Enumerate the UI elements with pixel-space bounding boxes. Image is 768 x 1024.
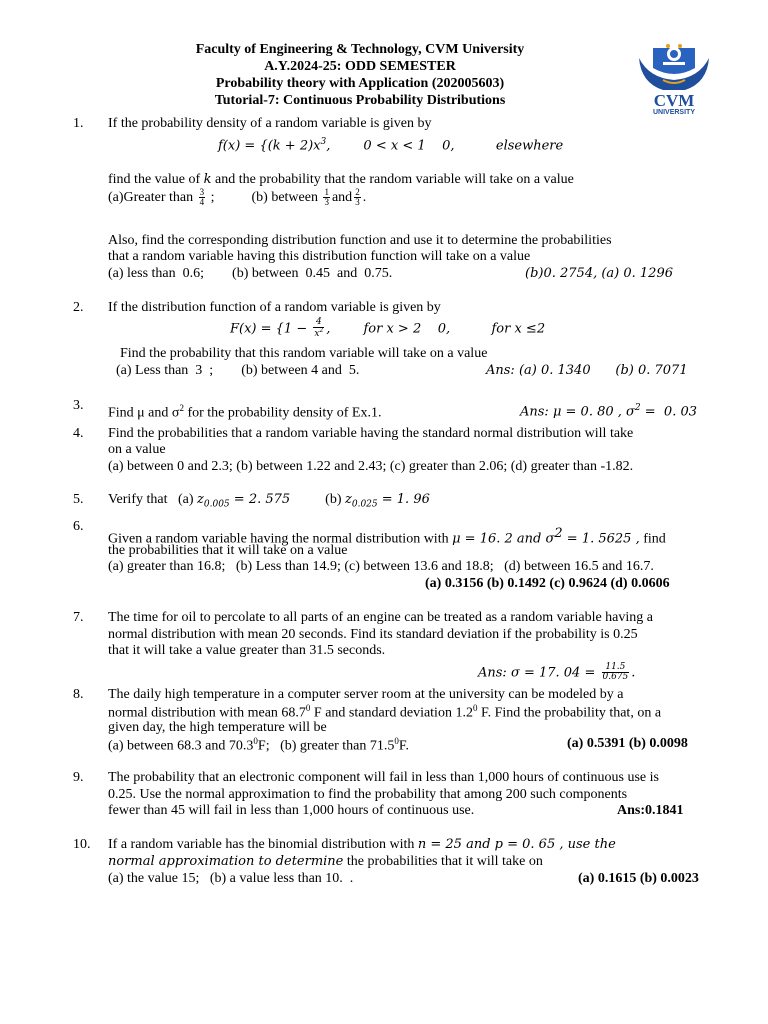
q8-line-2-b: F and standard deviation 1.2 (310, 705, 473, 721)
q1-also-1: Also, find the corresponding distribution function and use it to determine the probabilities (108, 233, 612, 248)
q2-fraction: $\frac{4}{x^2}$ (314, 317, 324, 340)
q5-z2 (345, 492, 430, 510)
q5-part-a-label: Verify that (a) (108, 492, 194, 507)
q7-line-1: The time for oil to percolate to all parts of an engine can be treated as a random variable having a (108, 610, 653, 625)
q8-line-2 (108, 704, 661, 721)
q1-also-2: that a random variable having this distribution function will take on a value (108, 249, 531, 264)
q4-line-2: on a value (108, 442, 166, 457)
q5-number: 5. (73, 492, 84, 507)
q2-number: 2. (73, 300, 84, 315)
q7-line-3: that it will take a value greater than 31.5 seconds. (108, 643, 386, 658)
q6-line-3: (a) greater than 16.8; (b) Less than 14.9; (c) between 13.6 and 18.8; (d) between 16.5 and 16.7. (108, 559, 654, 574)
q10-line-1-math: n = 25 and p = 0. 65 , use the (417, 837, 616, 852)
q5-part-b-label: (b) (325, 492, 342, 507)
q8-line-2-c: F. Find the probability that, on a (477, 705, 662, 721)
q8-line-4-c: F. (398, 738, 410, 754)
q1-find-b: and the probability that the random variable will take on a value (215, 172, 574, 187)
q2-cdf-lhs: F(x) = {1 − (230, 321, 308, 337)
q2-cdf (230, 318, 545, 340)
header-line-4: Tutorial-7: Continuous Probability Distributions (214, 93, 506, 108)
q3-text-b: for the probability density of Ex.1. (183, 405, 382, 421)
q6-line-2: the probabilities that it will take on a value (108, 543, 348, 558)
q5-z2-sub: 0.025 (351, 499, 378, 510)
q6-number: 6. (73, 519, 84, 534)
q1-fraction-2-3: $\frac{2}{3}$ (355, 187, 360, 208)
q1-part-a-sep: ; (210, 190, 215, 206)
q1-fraction-3-4: $\frac{3}{4}$ (199, 187, 205, 208)
q6-line-1-b: find (639, 531, 666, 547)
q9-line-3: fewer than 45 will fail in less than 1,000 hours of continuous use. (108, 803, 475, 818)
q2-cdf-cond: , for x > 2 0, for x ≤2 (326, 321, 546, 337)
header-line-3: Probability theory with Application (202005603) (215, 76, 505, 91)
q7-answer-text: Ans: σ = 17. 04 = (478, 665, 596, 681)
q1-pdf-lhs: f(x) = {(k + 2)x (218, 138, 321, 154)
q9-line-1: The probability that an electronic component will fail in less than 1,000 hours of continuous use is (108, 770, 659, 785)
q8-line-2-a: normal distribution with mean 68.7 (108, 705, 306, 721)
q1-part-b-label: (b) between (251, 190, 318, 206)
q8-line-4-b: F; (b) greater than 71.5 (257, 738, 395, 754)
q7-answer-fraction: $\frac{11.5}{0.675}$ (602, 662, 629, 683)
q4-number: 4. (73, 426, 84, 441)
q10-line-1 (108, 838, 616, 852)
q8-line-3: given day, the high temperature will be (108, 720, 327, 735)
q7-answer (478, 663, 635, 683)
q3-text-exp: 2 (179, 403, 184, 413)
header-line-1: Faculty of Engineering & Technology, CVM University (195, 42, 525, 57)
q6-line-1-exp: 2 (554, 526, 563, 541)
q2-intro: If the distribution function of a random variable is given by (108, 300, 441, 315)
q8-line-4-sup1: 0 (253, 736, 258, 746)
q10-line-2-b: the probabilities that it will take on (343, 854, 543, 869)
q5-z2-var: z (345, 492, 352, 507)
q3-answer-b: = 0. 03 (640, 404, 698, 420)
q2-frac-den: x (314, 329, 320, 340)
q1-line-find (108, 173, 574, 187)
q5-z2-val: = 1. 96 (381, 492, 430, 507)
q1-find-var: k (203, 172, 212, 187)
q8-answer: (a) 0.5391 (b) 0.0098 (567, 736, 688, 751)
q3-answer-a: Ans: μ = 0. 80 , σ (520, 404, 635, 420)
q9-line-2: 0.25. Use the normal approximation to find the probability that among 200 such components (108, 787, 628, 802)
q1-number: 1. (73, 116, 84, 131)
q7-line-2: normal distribution with mean 20 seconds. Find its standard deviation if the probability is 0.25 (108, 627, 638, 642)
header-line-2: A.Y.2024-25: ODD SEMESTER (264, 59, 456, 74)
q6-line-1-math: μ = 16. 2 and σ (452, 531, 555, 547)
q1-pdf-cond: , 0 < x < 1 0, elsewhere (326, 138, 564, 154)
logo-text: CVM (653, 91, 695, 110)
q10-line-1-a: If a random variable has the binomial distribution with (108, 837, 415, 852)
q5-z1-sub: 0.005 (203, 499, 230, 510)
q10-line-2 (108, 855, 543, 869)
q1-part-b-end: . (362, 190, 367, 206)
q1-pdf (218, 138, 563, 152)
q1-find-a: find the value of (108, 172, 201, 187)
q8-line-4-sup2: 0 (394, 736, 399, 746)
q3-text (108, 404, 381, 421)
q9-number: 9. (73, 770, 84, 785)
q1-answer: (b)0. 2754, (a) 0. 1296 (525, 266, 673, 281)
q6-answer: (a) 0.3156 (b) 0.1492 (c) 0.9624 (d) 0.0606 (425, 576, 670, 591)
q1-fraction-1-3: $\frac{1}{3}$ (324, 187, 329, 208)
q2-find: Find the probability that this random variable will take on a value (120, 346, 488, 361)
q1-part-b-and: and (331, 190, 353, 206)
q3-answer (520, 404, 697, 418)
q1-pdf-exp: 3 (320, 137, 327, 147)
q8-line-4 (108, 737, 409, 754)
q6-line-1-math-b: = 1. 5625 , (562, 531, 640, 547)
q5-z1 (197, 492, 291, 510)
q8-line-4-a: (a) between 68.3 and 70.3 (108, 738, 254, 754)
q5-z1-var: z (197, 492, 204, 507)
q8-line-1: The daily high temperature in a computer server room at the university can be modeled by a (108, 687, 624, 702)
q3-number: 3. (73, 398, 84, 413)
q5-text (108, 493, 430, 510)
q1-intro: If the probability density of a random variable is given by (108, 116, 432, 131)
logo-subtext: UNIVERSITY (652, 109, 695, 116)
q5-z1-val: = 2. 575 (233, 492, 291, 507)
university-logo (633, 38, 715, 118)
q8-line-2-sup2: 0 (472, 703, 478, 713)
q6-line-1-a: Given a random variable having the normal distribution with (108, 531, 449, 547)
q10-line-2-math: normal approximation to determine (108, 854, 344, 869)
q8-number: 8. (73, 687, 84, 702)
q8-line-2-sup1: 0 (305, 703, 311, 713)
q7-number: 7. (73, 610, 84, 625)
q4-line-1: Find the probabilities that a random variable having the standard normal distribution will take (108, 426, 634, 441)
q1-part-a-label: (a)Greater than (108, 190, 194, 206)
q4-line-3: (a) between 0 and 2.3; (b) between 1.22 and 2.43; (c) greater than 2.06; (d) greater than -1.82. (108, 459, 634, 474)
q1-parts-ab (108, 188, 366, 208)
q7-answer-end: . (631, 665, 636, 681)
q3-text-a: Find μ and σ (108, 405, 180, 421)
q3-answer-exp: 2 (634, 403, 641, 413)
q2-answer: Ans: (a) 0. 1340 (b) 0. 7071 (486, 363, 688, 378)
q10-answer: (a) 0.1615 (b) 0.0023 (578, 871, 699, 886)
q2-frac-den-exp: 2 (319, 327, 324, 335)
q2-parts: (a) Less than 3 ; (b) between 4 and 5. (116, 363, 360, 378)
q9-answer: Ans:0.1841 (617, 803, 684, 818)
q10-line-3: (a) the value 15; (b) a value less than 10. . (108, 871, 354, 886)
q1-parts: (a) less than 0.6; (b) between 0.45 and 0.75. (108, 266, 393, 281)
q10-number: 10. (73, 837, 91, 852)
